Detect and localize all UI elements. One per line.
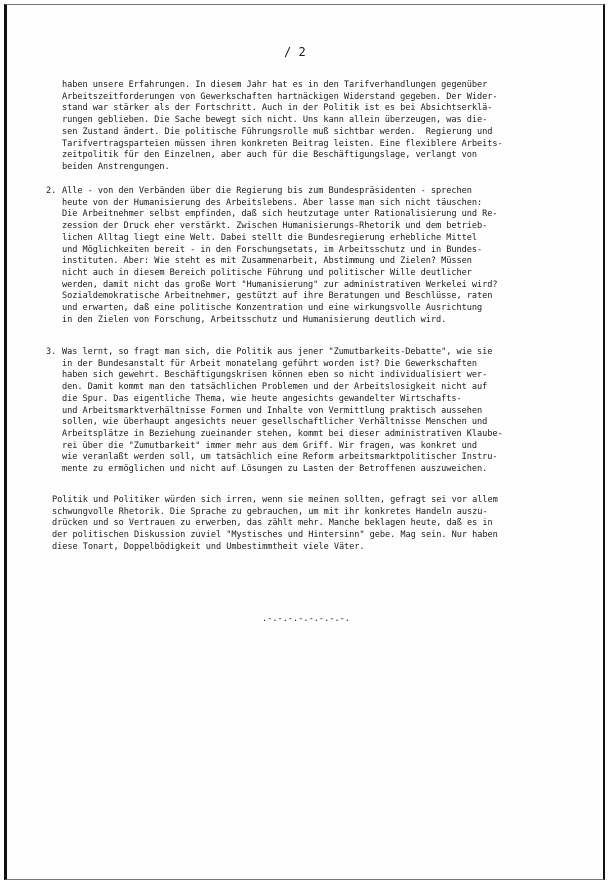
text-line: diese Tonart, Doppelbödigkeit und Umbestimmtheit viele Väter.	[52, 541, 365, 552]
text-line: die Spur. Das eigentliche Thema, wie heute angesichts gewandelter Wirtschafts-	[62, 393, 462, 404]
text-line: in den Zielen von Forschung, Arbeitsschutz und Humanisierung deutlich wird.	[62, 314, 447, 325]
text-line: Alle - von den Verbänden über die Regierung bis zum Bundespräsidenten - sprechen	[62, 186, 472, 196]
text-line: haben unsere Erfahrungen. In diesem Jahr hat es in den Tarifverhandlungen gegenüber	[62, 80, 488, 90]
page-number: / 2	[284, 45, 306, 59]
text-line: mente zu ermöglichen und nicht auf Lösungen zu Lasten der Betroffenen auszuweichen.	[62, 464, 488, 475]
text-line: zession der Druck eher verstärkt. Zwischen Humanisierungs-Rhetorik und dem betrieb-	[62, 221, 488, 232]
text-line: heute von der Humanisierung des Arbeitslebens. Aber lasse man sich nicht täuschen:	[62, 197, 483, 208]
text-line: den. Damit kommt man den tatsächlichen Problemen und der Arbeitslosigkeit nicht auf	[62, 382, 488, 393]
text-line: sen Zustand ändert. Die politische Führungsrolle muß sichtbar werden. Regierung und	[62, 126, 493, 137]
text-line: der politischen Diskussion zuviel "Mystisches und Hintersinn" gebe. Mag sein. Nur haben	[52, 530, 498, 541]
text-line: Politik und Politiker würden sich irren, wenn sie meinen sollten, gefragt sei vor allem	[52, 495, 498, 505]
intro-paragraph	[62, 80, 503, 174]
text-line: in der Bundesanstalt für Arbeit monatelang geführt worden ist? Die Gewerkschaften	[62, 358, 478, 369]
text-line: zeitpolitik für den Einzelnen, aber auch für die Beschäftigungslage, verlangt von	[62, 150, 478, 161]
point-2-paragraph	[46, 186, 498, 326]
text-line: Sozialdemokratische Arbeitnehmer, gestützt auf ihre Beratungen und Beschlüsse, raten	[62, 291, 493, 302]
text-line: rungen geblieben. Die Sache bewegt sich nicht. Uns kann allein überzeugen, was die-	[62, 115, 488, 126]
point-number: 2.	[46, 186, 57, 196]
text-line: wie veranlaßt werden soll, um tatsächlich eine Reform arbeitsmarktpolitischer Instru-	[62, 452, 498, 463]
text-line: und erwarten, daß eine politische Konzentration und eine wirkungsvolle Ausrichtung	[62, 303, 483, 314]
text-line: sollen, wie überhaupt angesichts neuer gesellschaftlicher Verhältnisse Menschen und	[62, 417, 488, 428]
text-line: haben sich gewehrt. Beschäftigungskrisen können eben so nicht individualisiert wer-	[62, 370, 488, 381]
text-line: Tarifvertragsparteien müssen ihren konkreten Beitrag leisten. Eine flexiblere Arbeits-	[62, 138, 503, 149]
text-line: stand war stärker als der Fortschritt. Auch in der Politik ist es bei Absichtserklä-	[62, 103, 493, 114]
text-line: drücken und so Vertrauen zu erwerben, das zählt mehr. Manche beklagen heute, daß es in	[52, 518, 493, 529]
text-line: Arbeitszeitforderungen von Gewerkschaften hartnäckigen Widerstand gegeben. Der Wider-	[62, 91, 498, 102]
text-line: und Möglichkeiten bereit - in den Forschungsetats, im Arbeitsschutz und in Bundes-	[62, 244, 483, 255]
text-line: nicht auch in diesem Bereich politische Führung und politischer Wille deutlicher	[62, 267, 472, 278]
text-line: Die Arbeitnehmer selbst empfinden, daß sich heutzutage unter Rationalisierung und Re-	[62, 209, 498, 220]
closing-separator: .-.-.-.-.-.-.-.-.	[262, 614, 350, 624]
document-page	[4, 4, 605, 880]
text-line: rei über die "Zumutbarkeit" immer mehr aus dem Griff. Wir fragen, was konkret und	[62, 440, 478, 451]
text-line: und Arbeitsmarktverhältnisse Formen und Inhalte von Vermittlung praktisch aussehen	[62, 405, 483, 416]
point-number: 3.	[46, 347, 57, 357]
text-line: beiden Anstrengungen.	[62, 161, 170, 172]
text-line: Was lernt, so fragt man sich, die Politik aus jener "Zumutbarkeits-Debatte", wie sie	[62, 347, 493, 357]
closing-paragraph	[52, 495, 498, 554]
point-3-paragraph	[46, 347, 503, 476]
text-line: schwungvolle Rhetorik. Die Sprache zu gebrauchen, um mit ihr konkretes Handeln auszu-	[52, 506, 488, 517]
text-line: werden, damit nicht das große Wort "Humanisierung" zur administrativen Werkelei wird?	[62, 279, 498, 290]
text-line: instituten. Aber: Wie steht es mit Zusammenarbeit, Abstimmung und Zielen? Müssen	[62, 256, 472, 267]
text-line: lichen Alltag liegt eine Welt. Dabei stellt die Bundesregierung erhebliche Mittel	[62, 232, 478, 243]
text-line: Arbeitsplätze in Beziehung zueinander stehen, kommt bei dieser administrativen Klaube-	[62, 428, 503, 439]
